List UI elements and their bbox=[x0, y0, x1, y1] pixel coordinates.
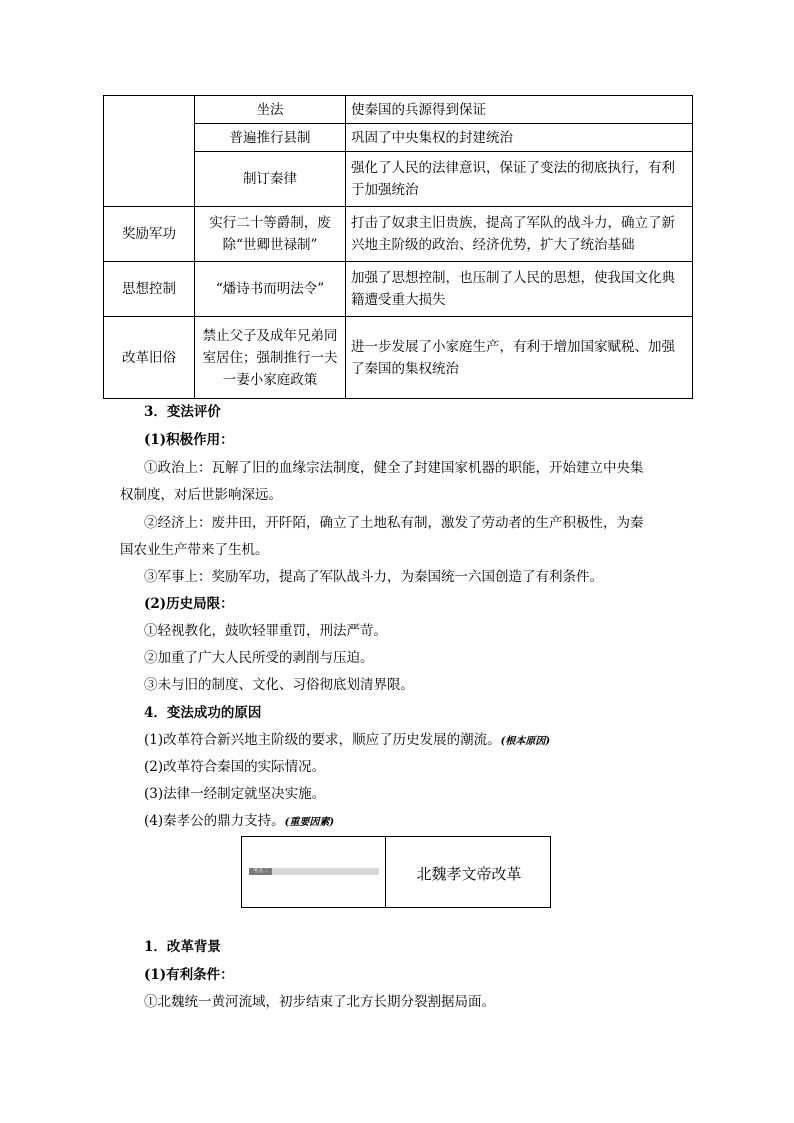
table-row bbox=[104, 96, 693, 124]
section-heading: 4．变法成功的原因 bbox=[144, 705, 262, 721]
category-cell bbox=[104, 96, 195, 207]
reform-measures-table bbox=[103, 95, 693, 399]
category-cell: 改革旧俗 bbox=[104, 317, 195, 399]
table-row bbox=[104, 207, 693, 262]
sub-heading: (1)积极作用： bbox=[144, 432, 234, 448]
paragraph-line: ①政治上：瓦解了旧的血缘宗法制度，健全了封建国家机器的职能，开始建立中央集 bbox=[144, 460, 644, 476]
effect-cell: 强化了人民的法律意识，保证了变法的彻底执行，有利于加强统治 bbox=[346, 152, 693, 207]
measure-cell: 制订秦律 bbox=[195, 152, 346, 207]
paragraph-line: 权制度，对后世影响深远。 bbox=[120, 487, 282, 503]
category-cell: 思想控制 bbox=[104, 262, 195, 317]
effect-cell: 打击了奴隶主旧贵族，提高了军队的战斗力，确立了新兴地主阶级的政治、经济优势，扩大了统治基础 bbox=[346, 207, 693, 262]
paragraph-line bbox=[144, 809, 334, 829]
effect-cell: 进一步发展了小家庭生产，有利于增加国家赋税、加强了秦国的集权统治 bbox=[346, 317, 693, 399]
effect-cell: 加强了思想控制，也压制了人民的思想，使我国文化典籍遭受重大损失 bbox=[346, 262, 693, 317]
measure-cell: 实行二十等爵制，废除“世卿世禄制” bbox=[195, 207, 346, 262]
reason-note: (根本原因) bbox=[500, 736, 551, 747]
paragraph-line: (2)改革符合秦国的实际情况。 bbox=[144, 759, 326, 775]
section-title-box bbox=[241, 836, 551, 908]
reason-text: (4)秦孝公的鼎力支持。 bbox=[144, 813, 285, 829]
reason-note: (重要因素) bbox=[284, 817, 335, 828]
effect-cell: 使秦国的兵源得到保证 bbox=[346, 96, 693, 124]
paragraph-line: ③军事上：奖励军功，提高了军队战斗力，为秦国统一六国创造了有利条件。 bbox=[144, 569, 603, 585]
paragraph-line: (3)法律一经制定就坚决实施。 bbox=[144, 786, 326, 802]
paragraph-line: ②经济上：废井田，开阡陌，确立了土地私有制，激发了劳动者的生产积极性，为秦 bbox=[144, 515, 644, 531]
paragraph-line: ③未与旧的制度、文化、习俗彻底划清界限。 bbox=[144, 677, 414, 693]
section-heading: 1．改革背景 bbox=[144, 939, 221, 955]
effect-cell: 巩固了中央集权的封建统治 bbox=[346, 124, 693, 152]
measure-cell: 禁止父子及成年兄弟同室居住；强制推行一夫一妻小家庭政策 bbox=[195, 317, 346, 399]
sub-heading: (1)有利条件： bbox=[144, 967, 234, 983]
paragraph-line: ②加重了广大人民所受的剥削与压迫。 bbox=[144, 650, 374, 666]
table-row bbox=[104, 317, 693, 399]
table-row bbox=[104, 262, 693, 317]
paragraph-line: ①轻视教化，鼓吹轻罪重罚，刑法严苛。 bbox=[144, 623, 387, 639]
sub-heading: (2)历史局限： bbox=[144, 596, 234, 612]
paragraph-line: ①北魏统一黄河流域，初步结束了北方长期分裂割据局面。 bbox=[144, 994, 495, 1010]
paragraph-line bbox=[144, 728, 550, 748]
paragraph-line: 国农业生产带来了生机。 bbox=[120, 542, 269, 558]
reason-text: (1)改革符合新兴地主阶级的要求，顺应了历史发展的潮流。 bbox=[144, 732, 501, 748]
category-cell: 奖励军功 bbox=[104, 207, 195, 262]
section-tag: 考点二 bbox=[249, 868, 272, 875]
measure-cell: “燔诗书而明法令” bbox=[195, 262, 346, 317]
section-heading: 3．变法评价 bbox=[144, 404, 221, 420]
measure-cell: 坐法 bbox=[195, 96, 346, 124]
section-title: 北魏孝文帝改革 bbox=[416, 864, 522, 883]
measure-cell: 普遍推行县制 bbox=[195, 124, 346, 152]
